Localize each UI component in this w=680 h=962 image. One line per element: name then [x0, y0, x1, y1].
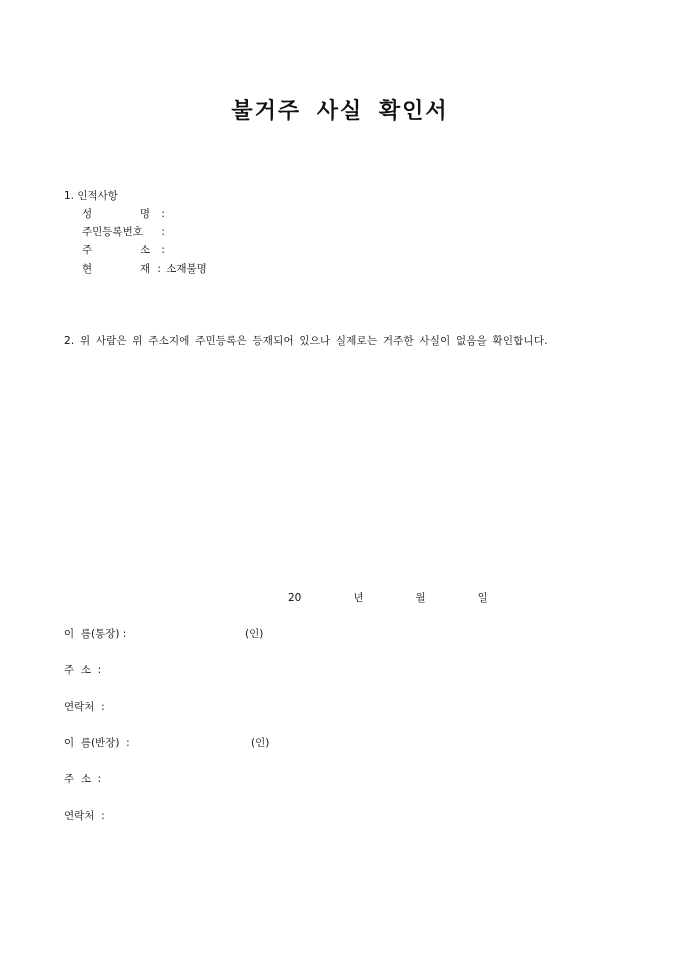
- leader-name-row: [64, 626, 126, 641]
- field-row-current: [82, 261, 207, 276]
- section1-heading: 1. 인적사항: [64, 190, 118, 202]
- leader-name-label: 이 름(통장) :: [64, 628, 127, 640]
- sub-address-row: [64, 771, 101, 786]
- field-separator: :: [161, 226, 165, 238]
- sub-contact-row: [64, 808, 105, 823]
- field-row-resident-number: [82, 224, 165, 239]
- leader-address-row: [64, 662, 101, 677]
- date-line: 20 년 월 일: [288, 592, 488, 604]
- leader-contact-label: 연락처 :: [64, 701, 105, 713]
- field-row-name: [82, 206, 165, 221]
- field-row-address: [82, 242, 165, 257]
- field-label-current: 현 재: [82, 263, 150, 275]
- sub-name-row: [64, 735, 130, 750]
- leader-contact-row: [64, 699, 105, 714]
- sub-name-label: 이 름(반장) :: [64, 737, 130, 749]
- leader-seal: (인): [245, 628, 264, 640]
- field-separator: :: [161, 244, 165, 256]
- field-separator: :: [157, 263, 161, 275]
- field-label-address: 주 소: [82, 244, 150, 256]
- sub-contact-label: 연락처 :: [64, 810, 105, 822]
- field-label-resident-number: 주민등록번호: [82, 226, 143, 238]
- field-value-current: 소재불명: [166, 263, 207, 275]
- sub-address-label: 주 소 :: [64, 773, 102, 785]
- sub-seal: (인): [251, 737, 270, 749]
- leader-address-label: 주 소 :: [64, 664, 102, 676]
- field-separator: :: [161, 208, 165, 220]
- section2-statement: 2. 위 사람은 위 주소지에 주민등록은 등재되어 있으나 실제로는 거주한 사실이 없음을 확인합니다.: [64, 335, 548, 347]
- field-label-name: 성 명: [82, 208, 150, 220]
- document-title: 불거주 사실 확인서: [231, 99, 449, 124]
